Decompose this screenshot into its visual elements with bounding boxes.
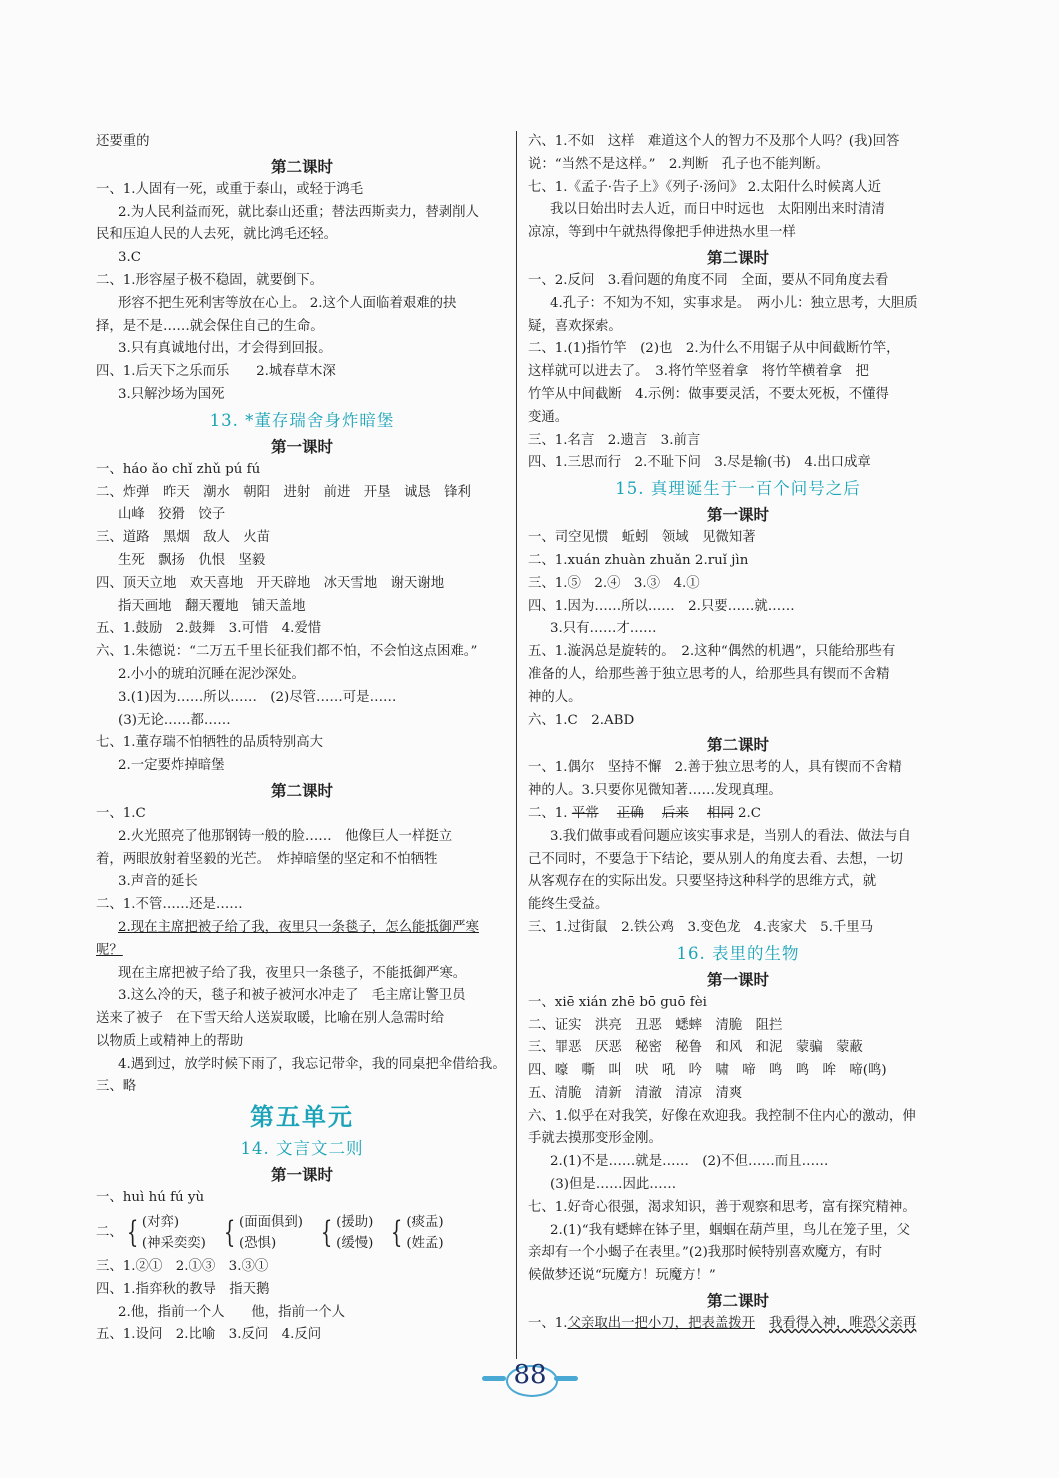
text-line: 神的人。	[528, 689, 582, 705]
text-line: 3.C	[118, 250, 142, 266]
struck-word: 后来	[661, 805, 689, 821]
text-line: 2.(1)不是……就是…… (2)不但……而且……	[550, 1154, 829, 1170]
text-line: 生死 飘扬 仇恨 坚毅	[118, 552, 266, 568]
text-line: 七、1.好奇心很强，渴求知识，善于观察和思考，富有探究精神。	[528, 1199, 916, 1215]
underlined-answer-line	[528, 1313, 948, 1336]
brace-item: (对弈)	[141, 1215, 180, 1231]
brace-item: (缓慢)	[336, 1236, 374, 1252]
brace-item: (援助)	[336, 1215, 374, 1231]
text-line: 五、清脆 清新 清澈 清凉 清爽	[528, 1085, 743, 1101]
page-number-badge	[482, 1362, 578, 1394]
text-line: 凉凉，等到中午就热得像把手伸进热水里一样	[528, 225, 796, 241]
text-line: 四、嚎 嘶 叫 吠 吼 吟 啸 啼 鸣 鸣 哞 啼(鸣)	[528, 1063, 887, 1079]
text-line: 二、1.形容屋子极不稳固，就要倒下。	[96, 272, 324, 288]
lesson-title: 13. *董存瑞舍身炸暗堡	[209, 410, 395, 430]
text-line: (3)无论……都……	[118, 712, 231, 728]
text-line: 七、1.《孟子·告子上》《列子·汤问》 2.太阳什么时候离人近	[528, 179, 881, 195]
text-line: 3.只有真诚地付出，才会得到回报。	[118, 341, 332, 357]
unit-title: 第五单元	[250, 1102, 354, 1132]
text-segment: 一、1.	[528, 1316, 568, 1332]
text-line: 一、1.偶尔 坚持不懈 2.善于独立思考的人，具有锲而不舍精	[528, 760, 902, 776]
text-line: 还要重的	[96, 134, 150, 149]
text-line: 3.声音的延长	[118, 874, 198, 890]
text-line: 四、1.因为……所以…… 2.只要……就……	[528, 598, 795, 614]
text-line: 一、2.反问 3.看问题的角度不同 全面，要从不同角度去看	[528, 272, 889, 288]
struck-word: 平常	[571, 805, 599, 821]
text-line: 准备的人，给那些善于独立思考的人，给那些具有锲而不舍精	[528, 666, 890, 682]
brace-item: (神采奕奕)	[141, 1236, 206, 1252]
text-line: 四、顶天立地 欢天喜地 开天辟地 冰天雪地 谢天谢地	[96, 575, 445, 591]
lesson-title: 14. 文言文二则	[240, 1139, 364, 1159]
left-column	[96, 131, 508, 1347]
text-line: 六、1.朱德说：“二万五千里长征我们都不怕，不会怕这点困难。”	[96, 644, 478, 660]
text-line: 3.这么冷的天，毯子和被子被河水冲走了 毛主席让警卫员	[118, 988, 466, 1004]
text-line: 三、1.过街鼠 2.铁公鸡 3.变色龙 4.丧家犬 5.千里马	[528, 919, 874, 935]
struck-word: 相同	[706, 805, 734, 821]
text-line: 二、	[96, 1224, 123, 1240]
text-line: 指天画地 翻天覆地 铺天盖地	[118, 598, 306, 614]
text-segment: 2.C	[738, 805, 762, 821]
brace-item: (姓孟)	[406, 1236, 444, 1252]
text-line: 三、道路 黑烟 敌人 火苗	[96, 530, 271, 546]
text-line: 以物质上或精神上的帮助	[96, 1033, 244, 1049]
text-line: 竹竿从中间截断 4.示例：做事要灵活，不要太死板，不懂得	[528, 386, 889, 402]
text-line: 2.为人民利益而死，就比泰山还重；替法西斯卖力，替剥削人	[118, 204, 479, 220]
text-line: 三、1.②① 2.①③ 3.③①	[96, 1259, 269, 1275]
text-line: 手就去摸那变形金刚。	[528, 1131, 662, 1147]
text-line: 亲却有一个小蝎子在表里。”(2)我那时候特别喜欢魔方，有时	[528, 1245, 882, 1261]
text-line: 送来了被子 在下雪天给人送炭取暖，比喻在别人急需时给	[96, 1011, 445, 1027]
underlined-text: 父亲取出一把小刀，把表盖拨开	[567, 1316, 756, 1332]
text-line: 六、1.C 2.ABD	[528, 712, 635, 728]
text-line: 变通。	[528, 409, 569, 425]
text-line: 4.孔子：不知为不知，实事求是。 两小儿：独立思考，大胆质	[550, 295, 918, 311]
brace-icon: {	[223, 1215, 236, 1251]
brace-icon: {	[320, 1215, 333, 1251]
text-line: 能终生受益。	[528, 897, 609, 913]
lesson-heading: 第二课时	[706, 247, 769, 267]
text-line: 民和压迫人民的人去死，就比鸿毛还轻。	[96, 227, 338, 243]
text-line: 三、罪恶 厌恶 秘密 秘鲁 和风 和泥 蒙骗 蒙蔽	[528, 1040, 863, 1056]
text-line: 着，两眼放射着坚毅的光芒。 炸掉暗堡的坚定和不怕牺牲	[96, 851, 438, 867]
column-divider	[516, 131, 517, 1359]
text-line: 从客观存在的实际出发。只要坚持这种科学的思维方式，就	[528, 874, 877, 890]
text-line: 3.只有……才……	[550, 621, 657, 637]
brace-group	[220, 1212, 303, 1254]
text-line: 六、1.似乎在对我笑，好像在欢迎我。我控制不住内心的激动，伸	[528, 1108, 916, 1124]
text-line: 二、炸弹 昨天 潮水 朝阳 进射 前进 开垦 诚恳 锋利	[96, 484, 471, 500]
text-line: 3.(1)因为……所以…… (2)尽管……可是……	[118, 689, 397, 705]
lesson-heading: 第二课时	[706, 735, 769, 755]
brace-group	[387, 1212, 443, 1254]
text-line: 一、司空见惯 蚯蚓 领域 见微知著	[528, 530, 756, 546]
page-number-bar-left	[482, 1376, 506, 1381]
text-line: 2.小小的琥珀沉睡在泥沙深处。	[118, 666, 305, 682]
text-line: 3.我们做事或看问题应该实事求是，当别人的看法、做法与自	[550, 828, 911, 844]
lesson-heading: 第一课时	[270, 436, 333, 456]
text-line: 呢？	[96, 942, 123, 958]
lesson-heading: 第二课时	[706, 1291, 769, 1311]
text-line: 二、证实 洪亮 丑恶 蟋蟀 清脆 阻拦	[528, 1017, 783, 1033]
text-line: 一、xiē xián zhē bō guō fèi	[528, 994, 707, 1010]
text-line: 4.遇到过，放学时候下雨了，我忘记带伞，我的同桌把伞借给我。	[118, 1056, 506, 1072]
text-line: 六、1.不如 这样 难道这个人的智力不及那个人吗？(我)回答	[528, 134, 900, 149]
text-line: 己不同时，不要急于下结论，要从别人的角度去看、去想，一切	[528, 851, 903, 867]
lesson-heading: 第一课时	[270, 1165, 333, 1185]
text-line: 择，是不是……就会保住自己的生命。	[96, 318, 324, 334]
text-line: 神的人。3.只要你见微知著……发现真理。	[528, 783, 782, 799]
brace-item: (面面俱到)	[238, 1215, 303, 1231]
brace-item: (痰盂)	[406, 1215, 444, 1231]
text-line: 三、略	[96, 1079, 137, 1095]
text-line: (3)但是……因此……	[550, 1177, 677, 1193]
text-line: 七、1.董存瑞不怕牺牲的品质特别高大	[96, 735, 324, 751]
text-line: 五、1.漩涡总是旋转的。 2.这种“偶然的机遇”，只能给那些有	[528, 644, 896, 660]
text-line: 2.他，指前一个人 他，指前一个人	[118, 1304, 346, 1320]
text-line: 一、1.C	[96, 805, 146, 821]
text-line: 2.(1)“我有蟋蟀在钵子里，蝈蝈在葫芦里，鸟儿在笼子里，父	[550, 1222, 910, 1238]
lesson-title: 15. 真理诞生于一百个问号之后	[615, 479, 861, 499]
brace-answer-row	[96, 1210, 508, 1256]
text-line: 三、1.⑤ 2.④ 3.③ 4.①	[528, 575, 700, 591]
text-line: 2.现在主席把被子给了我，夜里只一条毯子，怎么能抵御严寒	[118, 919, 479, 935]
text-segment: 二、1.	[528, 805, 568, 821]
lesson-title: 16. 表里的生物	[676, 943, 800, 963]
page-number: 88	[513, 1360, 547, 1390]
text-line: 二、1.xuán zhuàn zhuǎn 2.ruǐ jìn	[528, 552, 749, 568]
lesson-heading: 第二课时	[270, 780, 333, 800]
text-line: 四、1.三思而行 2.不耻下问 3.尽是输(书) 4.出口成章	[528, 455, 871, 471]
text-line: 二、1.(1)指竹竿 (2)也 2.为什么不用锯子从中间截断竹竿，	[528, 341, 900, 357]
text-line: 一、háo ǎo chǐ zhǔ pú fú	[96, 461, 261, 477]
brace-group	[123, 1212, 206, 1254]
text-line: 2.火光照亮了他那钢铸一般的脸…… 他像巨人一样挺立	[118, 828, 453, 844]
lesson-heading: 第一课时	[706, 505, 769, 525]
struck-word: 正确	[616, 805, 644, 821]
text-line: 山峰 狡猾 饺子	[118, 507, 226, 523]
text-line: 说：“当然不是这样。” 2.判断 孔子也不能判断。	[528, 156, 829, 172]
text-line: 2.一定要炸掉暗堡	[118, 758, 225, 774]
text-line: 形容不把生死利害等放在心上。 2.这个人面临着艰难的抉	[118, 295, 457, 311]
text-line: 现在主席把被子给了我，夜里只一条毯子，不能抵御严寒。	[118, 965, 467, 981]
text-line: 二、1.不管……还是……	[96, 897, 243, 913]
text-line: 一、1.人固有一死，或重于泰山，或轻于鸿毛	[96, 181, 364, 197]
text-line: 五、1.设问 2.比喻 3.反问 4.反问	[96, 1327, 322, 1343]
lesson-heading: 第二课时	[270, 156, 333, 176]
text-line: 候做梦还说“玩魔方！玩魔方！”	[528, 1268, 716, 1284]
brace-item: (恐惧)	[238, 1236, 277, 1252]
right-column	[528, 131, 948, 1336]
text-line: 疑，喜欢探索。	[528, 318, 622, 334]
text-line: 一、huì hú fú yù	[96, 1190, 205, 1206]
wavy-underlined-text: 我看得入神，唯恐父亲再	[769, 1316, 917, 1332]
text-line: 我以日始出时去人近，而日中时远也 太阳刚出来时清清	[550, 202, 885, 218]
text-line: 四、1.后天下之乐而乐 2.城春草木深	[96, 364, 336, 380]
strike-answer-line	[528, 803, 948, 826]
lesson-heading: 第一课时	[706, 969, 769, 989]
brace-icon: {	[126, 1215, 139, 1251]
text-line: 3.只解沙场为国死	[118, 386, 225, 402]
brace-icon: {	[391, 1215, 403, 1251]
text-line: 四、1.指弈秋的教导 指天鹅	[96, 1281, 270, 1297]
text-line: 五、1.鼓励 2.鼓舞 3.可惜 4.爱惜	[96, 621, 322, 637]
brace-group	[317, 1212, 373, 1254]
text-line: 三、1.名言 2.遗言 3.前言	[528, 432, 701, 448]
text-line: 这样就可以进去了。 3.将竹竿竖着拿 将竹竿横着拿 把	[528, 364, 869, 380]
